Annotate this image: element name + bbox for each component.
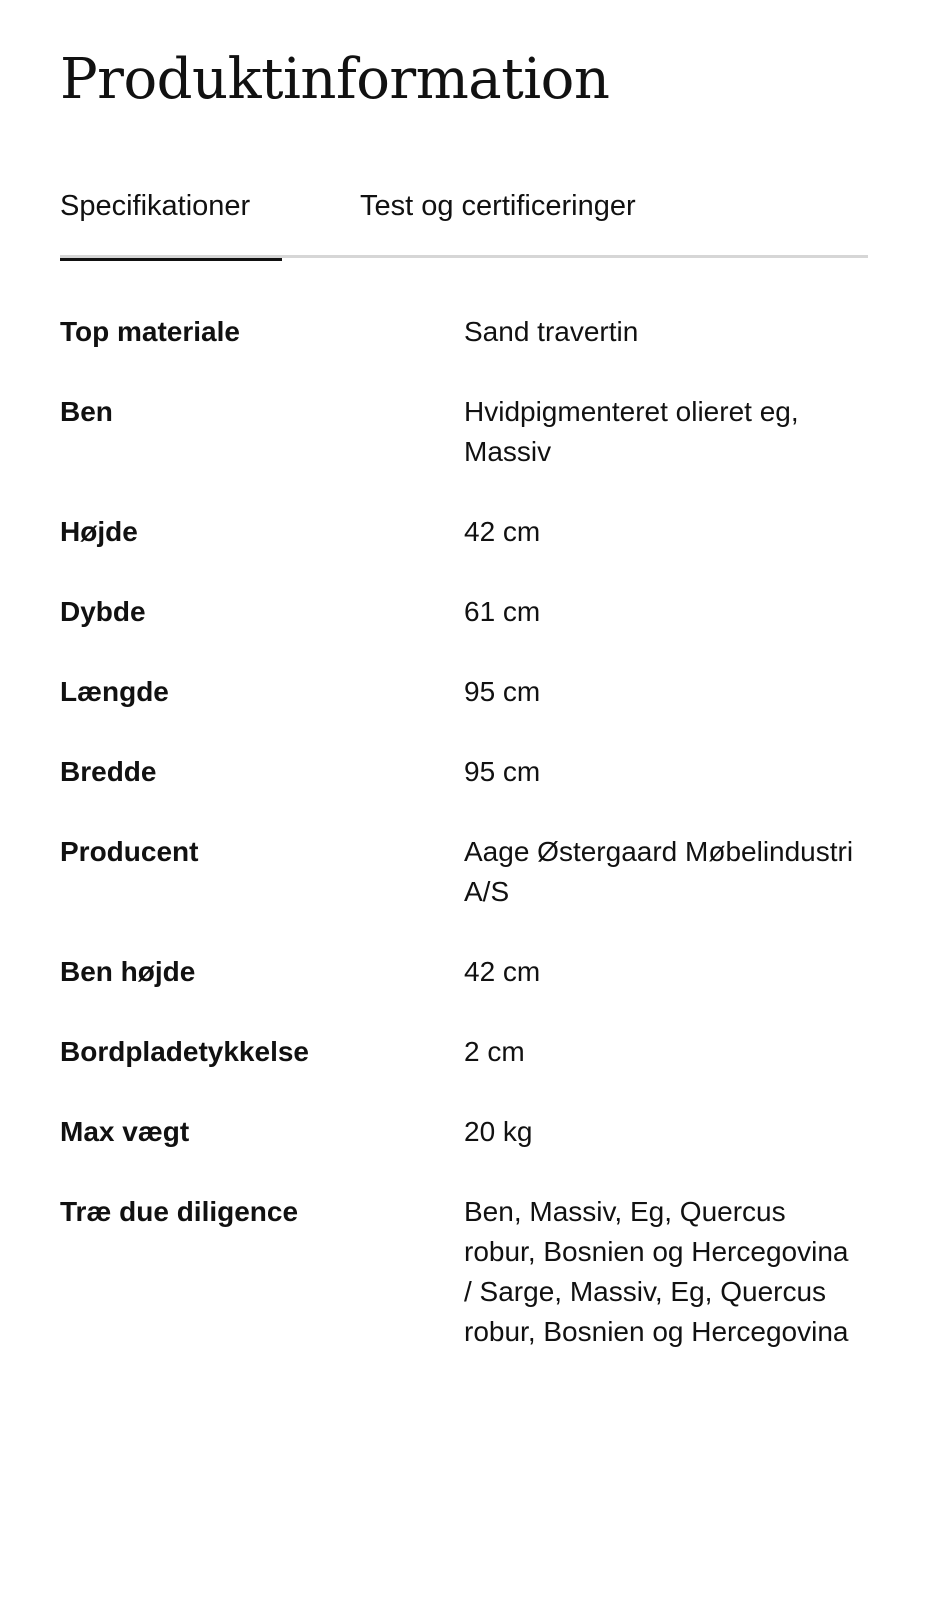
spec-value: Aage Østergaard Møbelindustri A/S (464, 836, 854, 907)
spec-value: 20 kg (464, 1116, 533, 1147)
spec-row-max-vaegt (60, 1112, 868, 1152)
spec-row-laengde (60, 672, 868, 712)
spec-label: Højde (60, 516, 138, 547)
page-title: Produktinformation (60, 47, 610, 112)
spec-label: Dybde (60, 596, 146, 627)
spec-row-top-materiale (60, 312, 868, 352)
spec-value: 42 cm (464, 516, 541, 547)
spec-label: Ben højde (60, 956, 196, 987)
spec-row-ben-hojde (60, 952, 868, 992)
spec-value: Hvidpigmenteret olieret eg, Massiv (464, 396, 799, 467)
spec-row-trae-due-diligence (60, 1192, 868, 1352)
spec-value: 42 cm (464, 956, 541, 987)
spec-value: 61 cm (464, 596, 541, 627)
spec-label: Ben (60, 396, 113, 427)
spec-label: Bordpladetykkelse (60, 1036, 309, 1067)
spec-row-hojde (60, 512, 868, 552)
spec-label: Top materiale (60, 316, 240, 347)
spec-value: 95 cm (464, 676, 541, 707)
spec-label: Max vægt (60, 1116, 190, 1147)
product-info-tabs (60, 178, 868, 258)
spec-row-bordpladetykkelse (60, 1032, 868, 1072)
tab-specifikationer[interactable]: Specifikationer (60, 178, 282, 258)
spec-label: Længde (60, 676, 169, 707)
spec-row-producent (60, 832, 868, 912)
tab-test-og-certificeringer[interactable]: Test og certificeringer (360, 190, 636, 222)
spec-value: 2 cm (464, 1036, 525, 1067)
spec-label: Producent (60, 836, 199, 867)
spec-label: Træ due diligence (60, 1196, 299, 1227)
spec-row-ben (60, 392, 868, 472)
spec-row-dybde (60, 592, 868, 632)
specifications-list (60, 312, 868, 1392)
spec-label: Bredde (60, 756, 157, 787)
spec-value: 95 cm (464, 756, 541, 787)
spec-row-bredde (60, 752, 868, 792)
spec-value: Ben, Massiv, Eg, Quercus robur, Bosnien og Hercegovina / Sarge, Massiv, Eg, Quercus robur, Bosnien og Hercegovina (464, 1196, 849, 1347)
spec-value: Sand travertin (464, 316, 639, 347)
